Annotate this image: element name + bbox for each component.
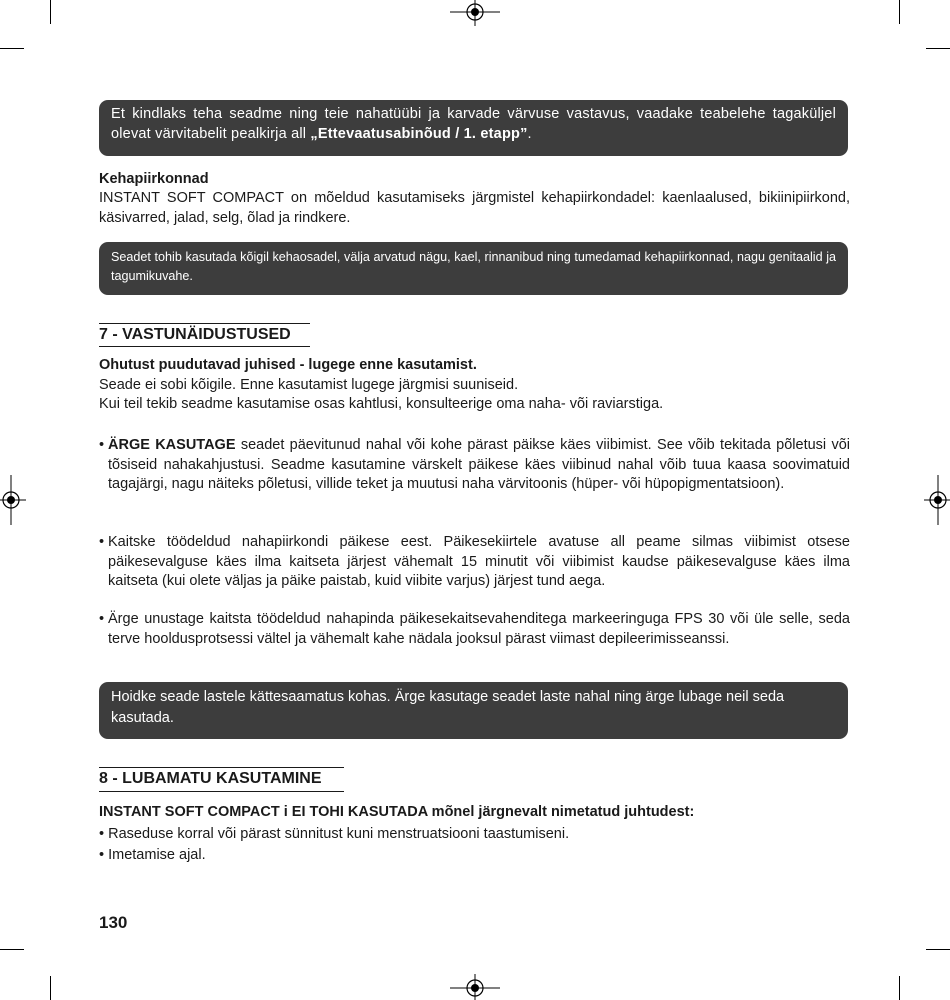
safety-title: Ohutust puudutavad juhised - lugege enne kasutamist.: [99, 357, 477, 373]
crop-mark: [926, 48, 950, 49]
section-heading: 7 - VASTUNÄIDUSTUSED: [99, 326, 291, 343]
heading-underline: [99, 791, 344, 792]
crop-mark: [0, 949, 24, 950]
notice-emphasis: „Ettevaatusabinõud / 1. etapp”: [310, 125, 528, 142]
body-areas-title: Kehapiirkonnad: [99, 171, 209, 187]
body-areas-text: INSTANT SOFT COMPACT on mõeldud kasutamiseks järgmistel kehapiirkondadel: kaenlaalused, bikiinipiirkond, käsivarred, jalad, selg, õlad ja rindkere.: [99, 190, 850, 226]
notice-box-color-chart: Et kindlaks teha seadme ning teie nahatüübi ja karvade värvuse vastavus, vaadake teabelehe tagaküljel olevat värvitabelit pealkirja all „Ettevaatusabinõud / 1. etapp”.: [99, 100, 848, 156]
notice-text: Hoidke seade lastele kättesaamatus kohas. Ärge kasutage seadet laste nahal ning ärge lubage neil seda kasutada.: [111, 689, 785, 726]
registration-mark-icon: [450, 974, 500, 1000]
list-item: • Kaitske töödeldud nahapiirkondi päikese eest. Päikesekiirtele avatuse all peame silmas viibimist otsese päikesevalguse käes ilma kaitseta järjest vähemalt 15 minutit või viibimist kaudse päikesevalguse käes ilma kaitseta (kui olete väljas ja päike paistab, kuid viibite varjus) järjest tund aega.: [99, 534, 850, 589]
heading-overline: [99, 767, 344, 768]
notice-box-children: [99, 682, 848, 739]
notice-text: Seadet tohib kasutada kõigil kehaosadel, välja arvatud nägu, kael, rinnanibud ning tumedamad kehapiirkonnad, nagu genitaalid ja tagumikuvahe.: [111, 250, 836, 283]
registration-mark-icon: [924, 475, 950, 525]
section-heading: 8 - LUBAMATU KASUTAMINE: [99, 770, 322, 787]
section8-intro: INSTANT SOFT COMPACT i EI TOHI KASUTADA mõnel järgnevalt nimetatud juhtudest:: [99, 804, 695, 820]
list-item: • Ärge unustage kaitsta töödeldud nahapinda päikesekaitsevahenditega markeeringuga FPS 30 või üle selle, seda terve hooldusprotsessi vältel ja vähemalt kahe nädala jooksul pärast viimast depileerimisseanssi.: [99, 611, 850, 647]
crop-mark: [899, 0, 900, 24]
crop-mark: [50, 976, 51, 1000]
registration-mark-icon: [0, 475, 26, 525]
heading-underline: [99, 346, 310, 347]
list-item: • Raseduse korral või pärast sünnitust kuni menstruatsiooni taastumiseni.: [99, 826, 570, 842]
intro-line: Seade ei sobi kõigile. Enne kasutamist lugege järgmisi suuniseid.: [99, 377, 519, 393]
list-item: • Imetamise ajal.: [99, 847, 206, 863]
notice-text: Et kindlaks teha seadme ning teie nahatüübi ja karvade värvuse vastavus, vaadake teabelehe tagaküljel olevat värvitabelit pealkirja all: [111, 106, 836, 142]
intro-line: Kui teil tekib seadme kasutamise osas kahtlusi, konsulteerige oma naha- või raviarstiga.: [99, 396, 664, 412]
crop-mark: [50, 0, 51, 24]
crop-mark: [926, 949, 950, 950]
page-number: 130: [99, 913, 128, 932]
notice-box-allowed-areas: [99, 242, 848, 295]
registration-mark-icon: [450, 0, 500, 26]
heading-overline: [99, 323, 310, 324]
crop-mark: [899, 976, 900, 1000]
crop-mark: [0, 48, 24, 49]
list-item: • ÄRGE KASUTAGE seadet päevitunud nahal või kohe pärast päikse käes viibimist. See võib tekitada põletusi või tõsiseid nahakahjustusi. Seadme kasutamine värskelt päikese käes viibinud nahal võib tuua kaasa soovimatuid tagajärgi, nagu näiteks põletusi, villide teket ja muutusi naha värvitoonis (hüper- või hüpopigmentatsioon).: [99, 437, 850, 492]
